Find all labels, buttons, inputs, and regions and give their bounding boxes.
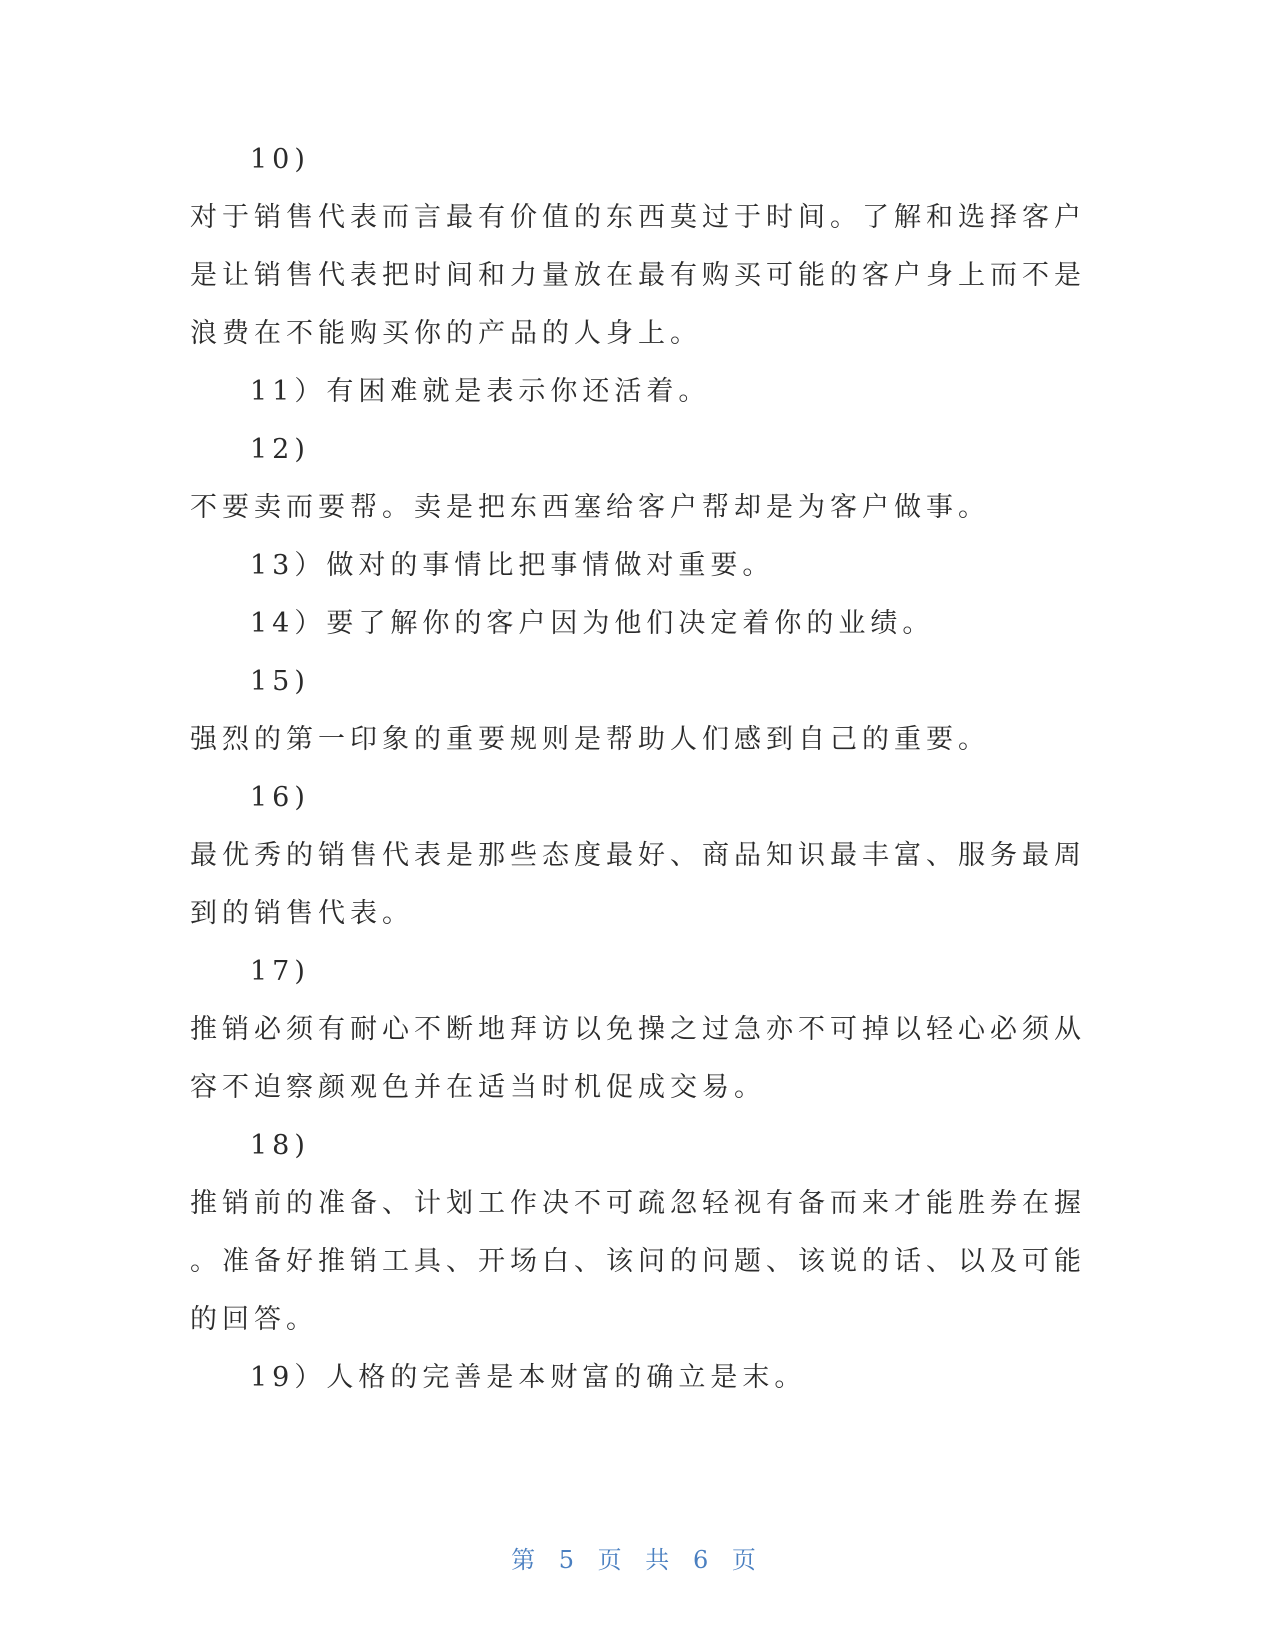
paragraph-line: 对于销售代表而言最有价值的东西莫过于时间。了解和选择客户 xyxy=(190,202,1086,233)
item-number-18: 18) xyxy=(250,1130,310,1161)
page-footer: 第 5 页 共 6 页 xyxy=(511,1546,764,1574)
paragraph-line: 强烈的第一印象的重要规则是帮助人们感到自己的重要。 xyxy=(190,724,990,755)
item-13: 13）做对的事情比把事情做对重要。 xyxy=(250,550,775,581)
paragraph-line: 的回答。 xyxy=(190,1304,318,1335)
paragraph-line: 不要卖而要帮。卖是把东西塞给客户帮却是为客户做事。 xyxy=(190,492,990,523)
item-number-17: 17) xyxy=(250,956,310,987)
paragraph-line: 推销前的准备、计划工作决不可疏忽轻视有备而来才能胜券在握 xyxy=(190,1188,1086,1219)
paragraph-line: 。准备好推销工具、开场白、该问的问题、该说的话、以及可能 xyxy=(190,1246,1086,1277)
paragraph-line: 最优秀的销售代表是那些态度最好、商品知识最丰富、服务最周 xyxy=(190,840,1086,871)
item-14: 14）要了解你的客户因为他们决定着你的业绩。 xyxy=(250,608,935,639)
paragraph-line: 容不迫察颜观色并在适当时机促成交易。 xyxy=(190,1072,766,1103)
item-11: 11）有困难就是表示你还活着。 xyxy=(250,376,711,407)
paragraph-line: 推销必须有耐心不断地拜访以免操之过急亦不可掉以轻心必须从 xyxy=(190,1014,1086,1045)
item-number-10: 10) xyxy=(250,144,310,175)
paragraph-line: 浪费在不能购买你的产品的人身上。 xyxy=(190,318,702,349)
paragraph-line: 是让销售代表把时间和力量放在最有购买可能的客户身上而不是 xyxy=(190,260,1086,291)
item-number-12: 12) xyxy=(250,434,310,465)
item-number-15: 15) xyxy=(250,666,310,697)
paragraph-line: 到的销售代表。 xyxy=(190,898,414,929)
item-number-16: 16) xyxy=(250,782,310,813)
item-19: 19）人格的完善是本财富的确立是末。 xyxy=(250,1362,807,1393)
